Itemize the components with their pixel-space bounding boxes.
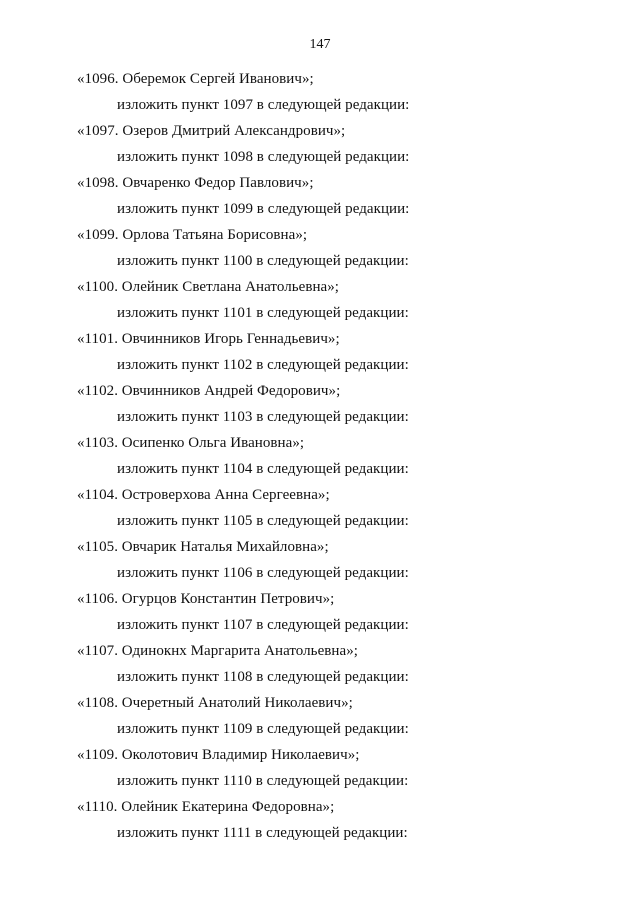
list-entry: «1099. Орлова Татьяна Борисовна»; [77, 227, 308, 243]
amendment-instruction: изложить пункт 1107 в следующей редакции: [117, 617, 409, 633]
list-entry: «1106. Огурцов Константин Петрович»; [77, 591, 335, 607]
amendment-instruction: изложить пункт 1104 в следующей редакции: [117, 461, 409, 477]
amendment-instruction: изложить пункт 1098 в следующей редакции: [117, 149, 410, 165]
amendment-instruction: изложить пункт 1110 в следующей редакции: [117, 773, 409, 789]
list-entry: «1096. Оберемок Сергей Иванович»; [77, 71, 314, 87]
amendment-instruction: изложить пункт 1097 в следующей редакции: [117, 97, 410, 113]
list-entry: «1103. Осипенко Ольга Ивановна»; [77, 435, 305, 451]
list-entry: «1105. Овчарик Наталья Михайловна»; [77, 539, 329, 555]
list-entry: «1102. Овчинников Андрей Федорович»; [77, 383, 341, 399]
list-entry: «1109. Околотович Владимир Николаевич»; [77, 747, 360, 763]
list-entry: «1101. Овчинников Игорь Геннадьевич»; [77, 331, 340, 347]
document-body [0, 66, 640, 846]
amendment-instruction: изложить пункт 1103 в следующей редакции: [117, 409, 409, 425]
amendment-instruction: изложить пункт 1106 в следующей редакции: [117, 565, 409, 581]
amendment-instruction: изложить пункт 1102 в следующей редакции: [117, 357, 409, 373]
list-entry: «1098. Овчаренко Федор Павлович»; [77, 175, 314, 191]
amendment-instruction: изложить пункт 1109 в следующей редакции: [117, 721, 409, 737]
list-entry: «1107. Одинокнх Маргарита Анатольевна»; [77, 643, 358, 659]
amendment-instruction: изложить пункт 1105 в следующей редакции: [117, 513, 409, 529]
amendment-instruction: изложить пункт 1101 в следующей редакции: [117, 305, 409, 321]
list-entry: «1108. Очеретный Анатолий Николаевич»; [77, 695, 353, 711]
amendment-instruction: изложить пункт 1099 в следующей редакции: [117, 201, 410, 217]
list-entry: «1100. Олейник Светлана Анатольевна»; [77, 279, 340, 295]
list-entry: «1104. Островерхова Анна Сергеевна»; [77, 487, 330, 503]
amendment-instruction: изложить пункт 1108 в следующей редакции: [117, 669, 409, 685]
page-number: 147 [309, 37, 331, 52]
amendment-instruction: изложить пункт 1100 в следующей редакции: [117, 253, 409, 269]
list-entry: «1110. Олейник Екатерина Федоровна»; [77, 799, 335, 815]
list-entry: «1097. Озеров Дмитрий Александрович»; [77, 123, 346, 139]
amendment-instruction: изложить пункт 1111 в следующей редакции: [117, 825, 408, 841]
